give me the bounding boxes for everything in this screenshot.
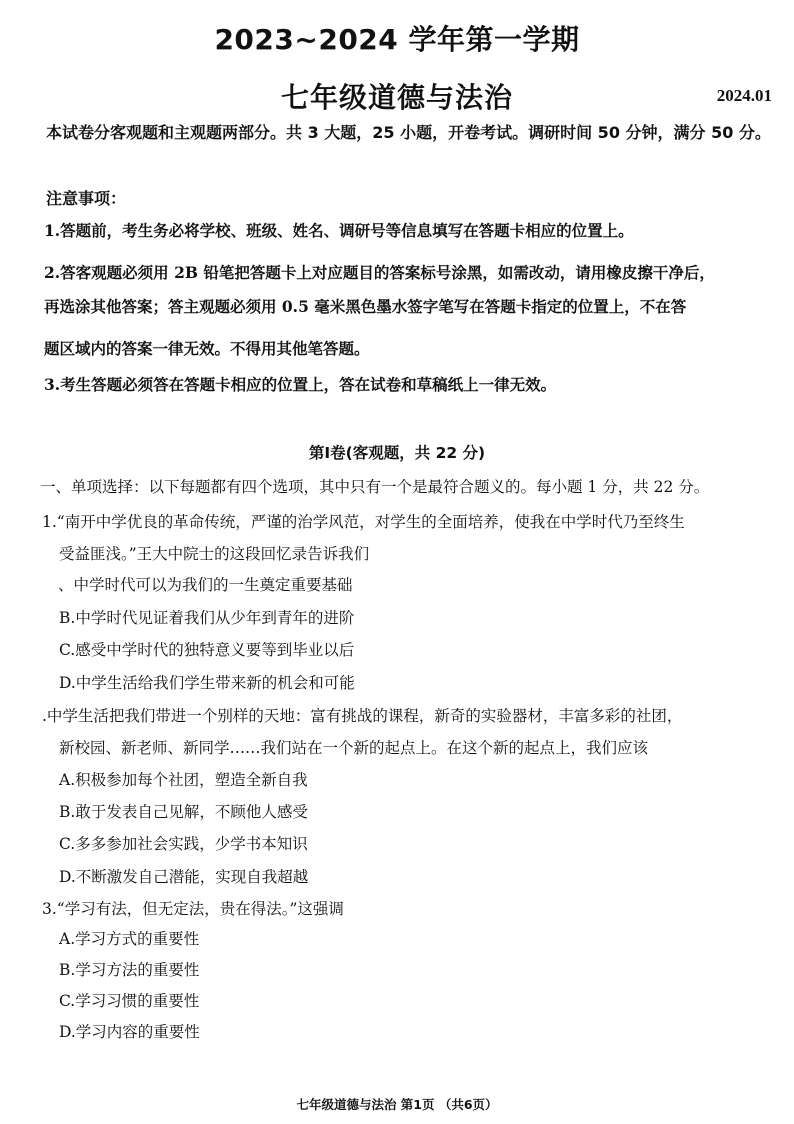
question-3-option-b: B.学习方法的重要性 [59, 961, 200, 979]
question-2-option-c: C.多多参加社会实践，少学书本知识 [59, 835, 308, 853]
question-2-stem-cont: 新校园、新老师、新同学……我们站在一个新的起点上。在这个新的起点上，我们应该 [59, 739, 649, 757]
question-1-option-d: D.中学生活给我们学生带来新的机会和可能 [59, 674, 355, 692]
question-3-option-c: C.学习习惯的重要性 [59, 992, 200, 1010]
exam-intro: 本试卷分客观题和主观题两部分。共 3 大题，25 小题，开卷考试。调研时间 50 分钟，满分 50 分。 [46, 123, 771, 142]
section-description: 一、单项选择：以下每题都有四个选项，其中只有一个是最符合题义的。每小题 1 分，共 22 分。 [40, 478, 710, 496]
section-title: 第Ⅰ卷(客观题，共 22 分) [308, 444, 486, 462]
exam-subject-title: 七年级道德与法治 [280, 81, 513, 114]
question-1-option-a: 、中学时代可以为我们的一生奠定重要基础 [58, 576, 353, 594]
question-3-option-a: A.学习方式的重要性 [59, 930, 200, 948]
question-2-option-d: D.不断激发自己潜能，实现自我超越 [59, 868, 309, 886]
notice-item-3: 3.考生答题必须答在答题卡相应的位置上，答在试卷和草稿纸上一律无效。 [44, 375, 557, 394]
page-footer: 七年级道德与法治 第1页 （共6页） [296, 1097, 498, 1112]
exam-date: 2024.01 [716, 86, 772, 105]
question-2-option-a: A.积极参加每个社团，塑造全新自我 [59, 771, 308, 789]
question-2-option-b: B.敢于发表自己见解，不顾他人感受 [59, 803, 308, 821]
question-1-option-b: B.中学时代见证着我们从少年到青年的进阶 [59, 609, 355, 627]
question-3 [42, 893, 772, 925]
question-1-stem-cont: 受益匪浅。”王大中院士的这段回忆录告诉我们 [59, 545, 370, 563]
notice-item-1: 1.答题前，考生务必将学校、班级、姓名、调研号等信息填写在答题卡相应的位置上。 [44, 221, 634, 240]
question-3-option-d: D.学习内容的重要性 [59, 1023, 200, 1041]
notice-item-2-cont2: 题区域内的答案一律无效。不得用其他笔答题。 [44, 339, 370, 358]
notice-item-2: 2.答客观题必须用 2B 铅笔把答题卡上对应题目的答案标号涂黑，如需改动，请用橡皮擦干净后， [44, 263, 715, 282]
question-1 [42, 506, 772, 570]
question-1-option-c: C.感受中学时代的独特意义要等到毕业以后 [59, 641, 355, 659]
question-2-stem: .中学生活把我们带进一个别样的天地：富有挑战的课程，新奇的实验器材，丰富多彩的社团， [42, 707, 683, 725]
exam-term-title: 2023~2024 学年第一学期 [214, 23, 580, 56]
question-2 [42, 700, 772, 764]
question-1-stem: 1.“南开中学优良的革命传统，严谨的治学风范，对学生的全面培养，使我在中学时代乃至终生 [42, 513, 685, 531]
question-3-stem: 3.“学习有法，但无定法，贵在得法。”这强调 [42, 900, 344, 918]
notice-title: 注意事项： [46, 189, 127, 208]
notice-item-2-cont: 再选涂其他答案；答主观题必须用 0.5 毫米黑色墨水签字笔写在答题卡指定的位置上，不在答 [44, 297, 687, 316]
